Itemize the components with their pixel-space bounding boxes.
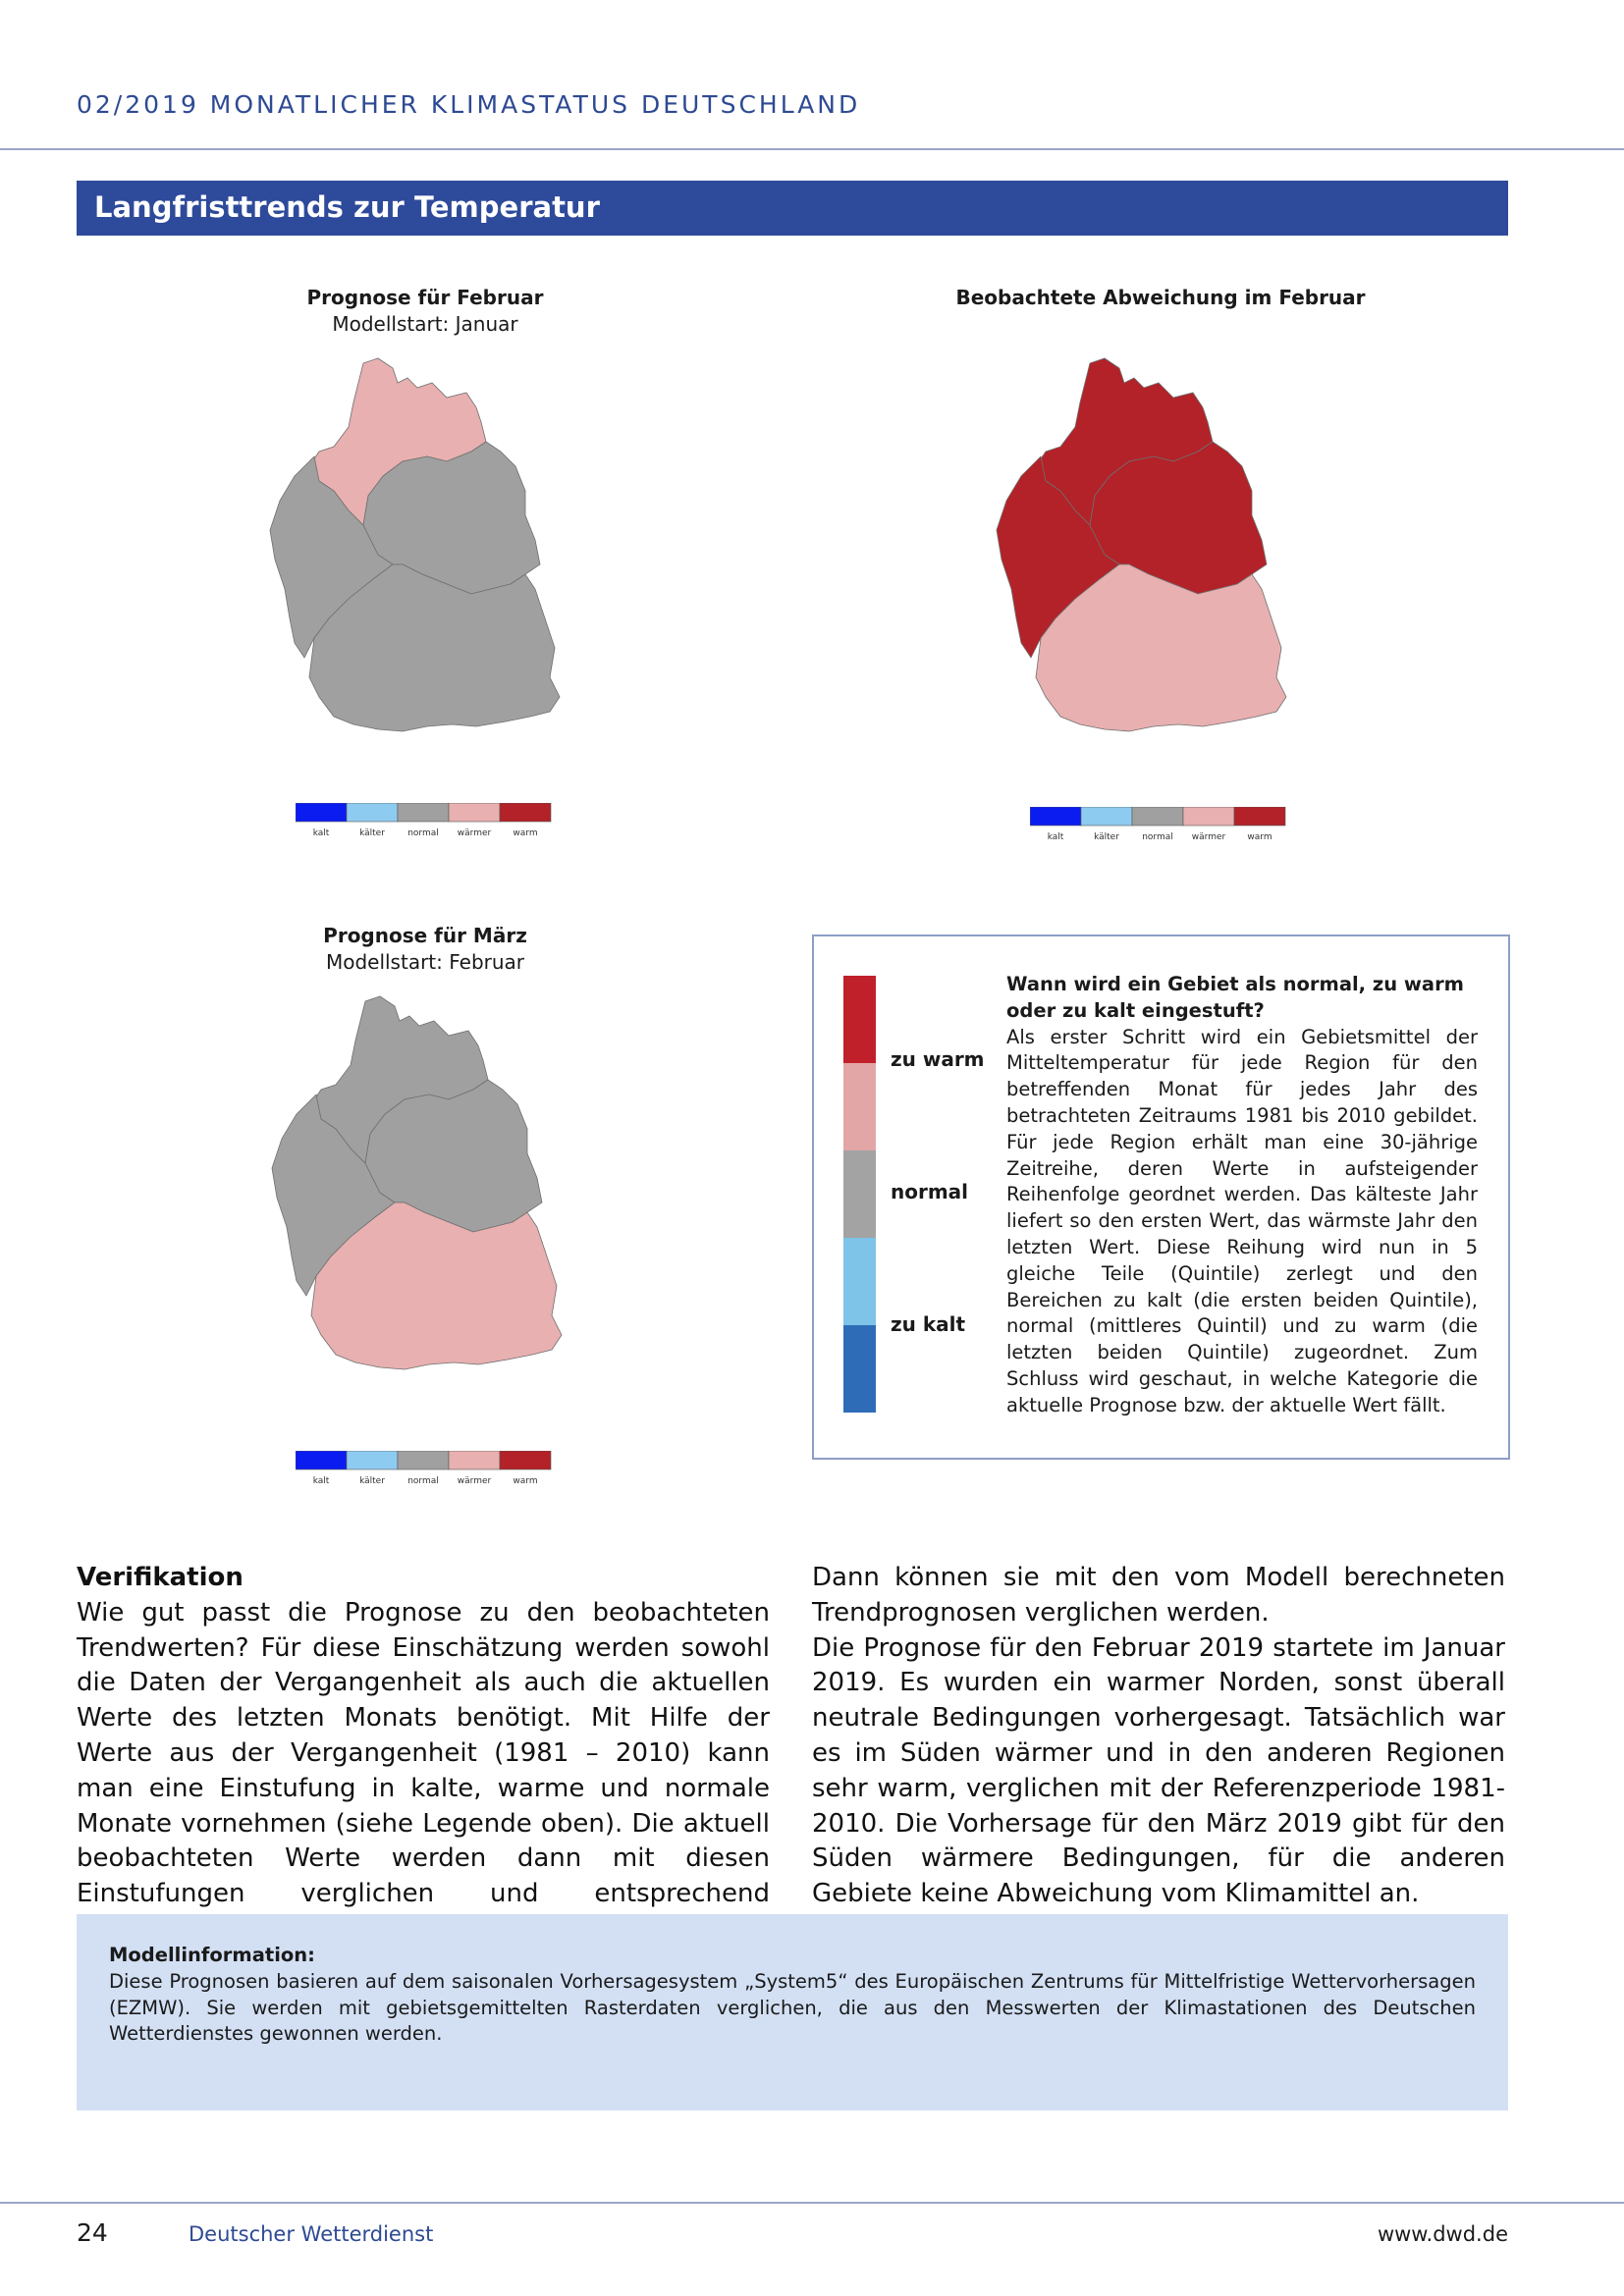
legend-swatch [449, 803, 500, 822]
legend-swatch [449, 1451, 500, 1469]
legend-swatch [398, 803, 449, 822]
legend-label: warm [513, 1476, 538, 1486]
infobox-text [1006, 972, 1478, 1419]
legend-label: kälter [359, 1476, 385, 1486]
verification-heading: Verifikation [77, 1563, 244, 1592]
map-forecast-feb-subtitle: Modellstart: Januar [332, 312, 518, 336]
legend-label: normal [1142, 832, 1173, 842]
legend-label: wärmer [457, 828, 492, 838]
section-title: Langfristtrends zur Temperatur [94, 190, 600, 224]
map-forecast-mar-caption [288, 923, 563, 976]
legend-swatch [500, 803, 551, 822]
verification-paragraph-3: Die Prognose für den Februar 2019 startete im Januar 2019. Es wurden ein warmer Norden, sonst überall neutrale Bedingungen vorhergesagt. Tatsächlich war es im Süden wärmer und in den anderen Regionen sehr warm, verglichen mit der Referenzperiode 1981-2010. Die Vorhersage für den März 2019 gibt für den Süden wärmere Bedingungen, für die anderen Gebiete keine Abweichung vom Klimamittel an. [812, 1632, 1505, 1909]
scale-segment [843, 976, 876, 1063]
website-link[interactable]: www.dwd.de [1377, 2222, 1508, 2246]
running-header: 02/2019 MONATLICHER KLIMASTATUS DEUTSCHLAND [77, 90, 861, 119]
verification-paragraph-2: Dann können sie mit den vom Modell berechneten Trendprognosen verglichen werden. [812, 1563, 1505, 1628]
map-forecast-feb-caption [288, 285, 563, 338]
map-observed-feb-caption [905, 285, 1416, 311]
section-banner [77, 181, 1508, 236]
legend-swatch [1132, 807, 1183, 826]
legend-label: kälter [359, 828, 385, 838]
infobox-body: Als erster Schritt wird ein Gebietsmittel der Mitteltemperatur für jede Region für den betreffenden Monat für jedes Jahr des betrachteten Zeitraums 1981 bis 2010 gebildet. Für jede Region erhält man eine 30-jährige Zeitreihe, deren Werte in aufsteigender Reihenfolge geordnet werden. Das kälteste Jahr liefert so den ersten Wert, das wärmste Jahr den letzten Wert. Diese Reihung wird nun in 5 gleiche Teile (Quintile) zerlegt und den Bereichen zu kalt (die ersten beiden Quintile), normal (mittleres Quintil) und zu warm (die letzten beiden Quintile) zugeordnet. Zum Schluss wird geschaut, in welche Kategorie die aktuelle Prognose bzw. der aktuelle Wert fällt. [1006, 1025, 1478, 1416]
legend-label: kalt [312, 1476, 330, 1486]
legend-swatch [296, 1451, 347, 1469]
legend-swatch [398, 1451, 449, 1469]
footer-rule [0, 2202, 1624, 2204]
legend-swatch [347, 1451, 398, 1469]
legend-label: normal [407, 828, 439, 838]
classification-infobox [812, 934, 1510, 1460]
legend-label: kälter [1094, 832, 1119, 842]
model-info-text: Diese Prognosen basieren auf dem saisonalen Vorhersagesystem „System5“ des Europäischen Zentrums für Mittelfristige Wettervorhersagen (EZMW). Sie werden mit gebietsgemittelten Rasterdaten verglichen, die aus den Messwerten der Klimastationen des Deutschen Wetterdienstes gewonnen werden. [109, 1970, 1476, 2045]
map-legend-forecast-mar [296, 1451, 557, 1492]
verification-paragraph-1: Wie gut passt die Prognose zu den beobachteten Trendwerten? Für diese Einschätzung werden sowohl die Daten der Vergangenheit als auch die aktuellen Werte des letzten Monats benötigt. Mit Hilfe der Werte aus der Vergangenheit (1981 – 2010) kann man eine Einstufung in kalte, warme und normale Monate vornehmen (siehe Legende oben). Die aktuell beobachteten Werte werden dann mit diesen Einstufungen verglichen und entsprechend [77, 1597, 770, 1909]
legend-label: normal [407, 1476, 439, 1486]
publisher-name: Deutscher Wetterdienst [189, 2222, 434, 2246]
map-forecast-mar [257, 991, 601, 1423]
map-forecast-feb-title: Prognose für Februar [306, 286, 544, 309]
map-forecast-mar-subtitle: Modellstart: Februar [325, 950, 525, 974]
legend-swatch [347, 803, 398, 822]
scale-segment [843, 1238, 876, 1325]
legend-graphic [1030, 807, 1291, 844]
legend-graphic [296, 803, 557, 840]
legend-label: kalt [1047, 832, 1064, 842]
legend-label: wärmer [1191, 832, 1226, 842]
scale-segment [843, 1325, 876, 1413]
legend-label: wärmer [457, 1476, 492, 1486]
legend-swatch [1234, 807, 1285, 826]
map-observed-feb-title: Beobachtete Abweichung im Februar [955, 286, 1366, 309]
scale-segment [843, 1150, 876, 1238]
legend-swatch [1183, 807, 1234, 826]
map-legend-forecast-feb [296, 803, 557, 844]
infobox-title: Wann wird ein Gebiet als normal, zu warm oder zu kalt eingestuft? [1006, 973, 1465, 1022]
legend-label: warm [1247, 832, 1272, 842]
header-rule [0, 148, 1624, 150]
scale-label-normal: normal [891, 1180, 969, 1203]
map-observed-feb [982, 353, 1326, 785]
legend-swatch [1081, 807, 1132, 826]
legend-label: warm [513, 828, 538, 838]
model-info-box [77, 1914, 1508, 2110]
map-legend-observed-feb [1030, 807, 1291, 848]
legend-swatch [500, 1451, 551, 1469]
verification-column-1 [77, 1561, 770, 1948]
verification-column-2 [812, 1561, 1505, 1912]
legend-graphic [296, 1451, 557, 1488]
legend-swatch [296, 803, 347, 822]
map-forecast-mar-title: Prognose für März [323, 924, 527, 947]
legend-label: kalt [312, 828, 330, 838]
scale-label-cold: zu kalt [891, 1312, 966, 1336]
scale-segment [843, 1063, 876, 1150]
page-number: 24 [77, 2218, 108, 2247]
scale-label-warm: zu warm [891, 1047, 985, 1071]
legend-swatch [1030, 807, 1081, 826]
map-forecast-feb [255, 353, 599, 785]
model-info-title: Modellinformation: [109, 1944, 315, 1966]
category-scale [843, 976, 876, 1413]
